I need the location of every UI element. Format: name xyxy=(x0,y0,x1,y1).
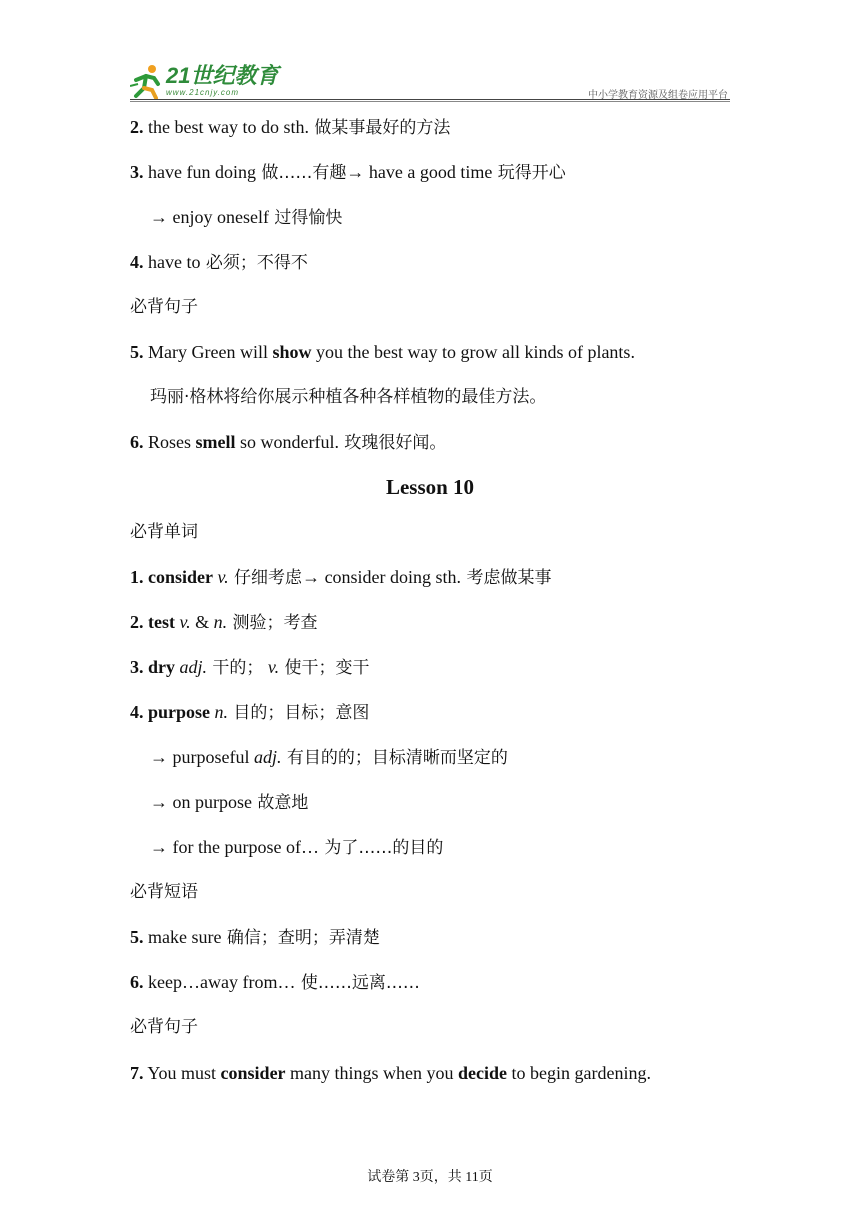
header-slogan: 中小学教育资源及组卷应用平台 xyxy=(588,90,728,101)
derivation-line: → enjoy oneself 过得愉快 xyxy=(150,207,343,228)
derivation-line: → for the purpose of… 为了……的目的 xyxy=(150,837,444,858)
derivation-line: → purposeful adj. 有目的的；目标清晰而坚定的 xyxy=(150,747,508,768)
logo-brand: 21世纪教育 xyxy=(166,63,279,88)
phrase-line: 4. have to 必须；不得不 xyxy=(130,252,308,273)
vocab-line: 4. purpose n. 目的；目标；意图 xyxy=(130,702,370,723)
header-rule-thin xyxy=(130,101,730,102)
lesson-title: Lesson 10 xyxy=(385,475,475,499)
translation-line: 玛丽·格林将给你展示种植各种各样植物的最佳方法。 xyxy=(150,387,547,407)
runner-logo-icon xyxy=(130,64,164,100)
section-heading: 必背短语 xyxy=(130,882,198,902)
sentence-line: 5. Mary Green will show you the best way to grow all kinds of plants. xyxy=(130,342,635,362)
section-heading: 必背句子 xyxy=(130,1017,198,1037)
vocab-line: 3. dry adj. 干的； v. 使干；变干 xyxy=(130,657,370,678)
derivation-line: → on purpose 故意地 xyxy=(150,792,309,813)
header-rule xyxy=(130,99,730,100)
phrase-line: 3. have fun doing 做……有趣→ have a good time 玩得开心 xyxy=(130,162,566,183)
sentence-line: 6. Roses smell so wonderful. 玫瑰很好闻。 xyxy=(130,432,447,453)
page-header xyxy=(130,60,730,102)
logo-url: www.21cnjy.com xyxy=(166,88,239,97)
phrase-line: 5. make sure 确信；查明；弄清楚 xyxy=(130,927,380,948)
section-heading: 必背句子 xyxy=(130,297,198,317)
section-heading: 必背单词 xyxy=(130,522,198,542)
site-logo xyxy=(130,64,278,104)
phrase-line: 2. the best way to do sth. 做某事最好的方法 xyxy=(130,117,451,138)
vocab-line: 1. consider v. 仔细考虑→ consider doing sth. 考虑做某事 xyxy=(130,567,552,588)
phrase-line: 6. keep…away from… 使……远离…… xyxy=(130,972,420,993)
page-footer: 试卷第 3页，共 11页 xyxy=(367,1170,493,1185)
vocab-line: 2. test v. & n. 测验；考查 xyxy=(130,612,318,633)
sentence-line: 7. You must consider many things when you decide to begin gardening. xyxy=(130,1063,652,1083)
